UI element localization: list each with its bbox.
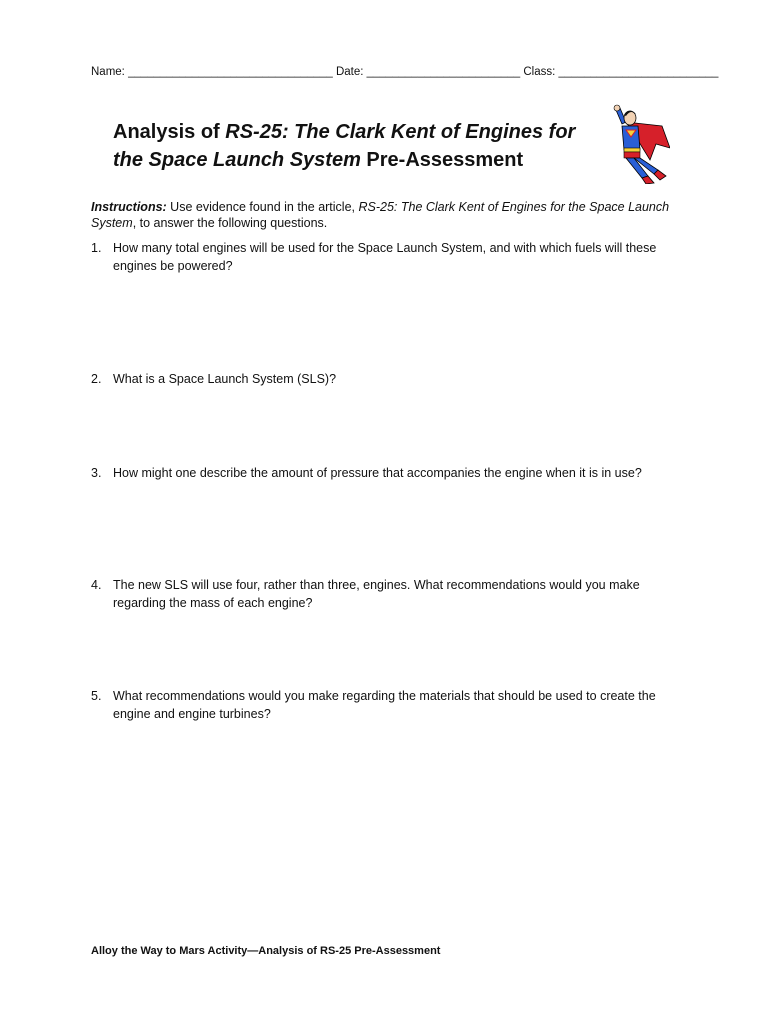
- superhero-flying-icon: [604, 104, 670, 184]
- question-text: How might one describe the amount of pressure that accompanies the engine when it is in use?: [113, 466, 642, 480]
- instructions-text-2: , to answer the following questions.: [132, 216, 328, 230]
- class-label: Class:: [523, 66, 556, 78]
- instructions-article-name: RS-25: The Clark Kent of Engines for the Space Launch System: [91, 200, 670, 230]
- title-part-3: Pre-Assessment: [360, 149, 524, 171]
- title-article-name: RS-25: The Clark Kent of Engines for the Space Launch System: [113, 121, 576, 171]
- question-5: [91, 687, 676, 723]
- date-blank[interactable]: ________________________: [366, 66, 521, 78]
- instructions-lead: Instructions:: [91, 200, 167, 214]
- title-part-1: Analysis of: [113, 121, 226, 143]
- student-info-line: [91, 66, 719, 78]
- question-text: How many total engines will be used for the Space Launch System, and with which fuels will these engines be powered?: [113, 241, 657, 273]
- date-label: Date:: [335, 66, 364, 78]
- question-text: What is a Space Launch System (SLS)?: [113, 372, 337, 386]
- page-footer: Alloy the Way to Mars Activity—Analysis of RS-25 Pre-Assessment: [91, 945, 441, 957]
- question-number: 1.: [91, 241, 102, 255]
- question-number: 4.: [91, 578, 102, 592]
- question-text: The new SLS will use four, rather than three, engines. What recommendations would you make regarding the mass of each engine?: [113, 578, 640, 610]
- question-number: 2.: [91, 372, 102, 386]
- class-blank[interactable]: _________________________: [558, 66, 719, 78]
- name-blank[interactable]: ________________________________: [128, 66, 333, 78]
- instructions: [91, 199, 671, 231]
- instructions-text-1: Use evidence found in the article,: [166, 200, 359, 214]
- page-title: [113, 118, 603, 174]
- name-label: Name:: [91, 66, 125, 78]
- question-2: [91, 370, 676, 388]
- question-3: [91, 464, 676, 482]
- question-text: What recommendations would you make regarding the materials that should be used to create the engine and engine turbines?: [113, 689, 656, 721]
- question-4: [91, 576, 676, 612]
- question-number: 5.: [91, 689, 102, 703]
- question-number: 3.: [91, 466, 102, 480]
- question-1: [91, 239, 676, 275]
